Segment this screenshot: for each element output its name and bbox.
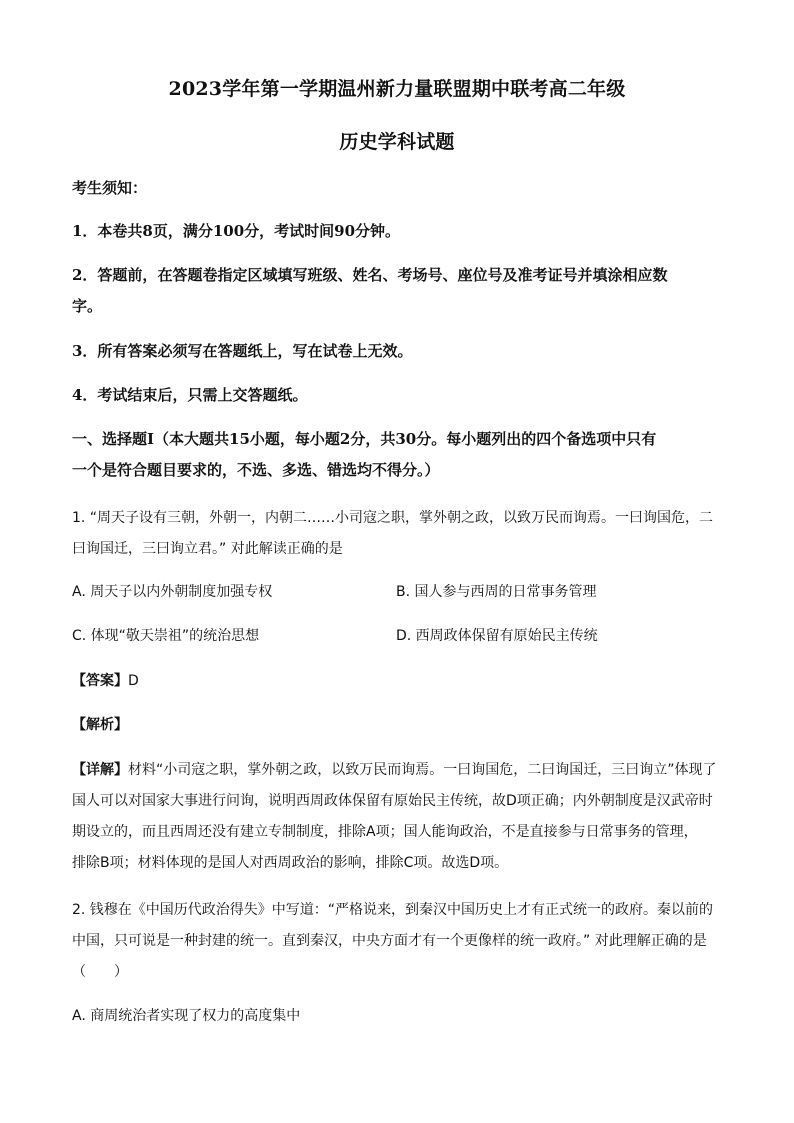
notice-item-2-line-1: 2．答题前，在答题卷指定区域填写班级、姓名、考场号、座位号及准考证号并填涂相应数 (72, 266, 668, 284)
q1-option-a: A. 周天子以内外朝制度加强专权 (72, 584, 273, 600)
notice-item-2-line-2: 字。 (72, 297, 103, 315)
detail-text-1: 材料“小司寇之职，掌外朝之政，以致万民而询焉。一曰询国危，二曰询国迁，三曰询立”体现了 (128, 762, 717, 778)
q1-option-c: C. 体现“敬天崇祖”的统治思想 (72, 628, 260, 644)
analysis-tag: 【解析】 (72, 717, 128, 733)
q1-stem-line-2: 曰询国迁，三曰询立君。” 对此解读正确的是 (72, 541, 343, 557)
section-heading-line-1: 一、选择题Ⅰ（本大题共15小题，每小题2分，共30分。每小题列出的四个备选项中只有 (72, 430, 657, 448)
exam-subtitle: 历史学科试题 (339, 131, 455, 153)
answer-tag: 【答案】 (72, 673, 128, 689)
q1-detail-line-4: 排除B项；材料体现的是国人对西周政治的影响，排除C项。故选D项。 (72, 855, 509, 871)
exam-page (72, 0, 722, 1123)
q2-stem-line-1: 2. 钱穆在《中国历代政治得失》中写道：“严格说来，到秦汉中国历史上才有正式统一的政府。秦以前的 (72, 902, 714, 918)
q1-option-d: D. 西周政体保留有原始民主传统 (396, 628, 598, 644)
q1-answer (72, 670, 722, 691)
notice-item-1: 1．本卷共8页，满分100分，考试时间90分钟。 (72, 222, 401, 240)
q1-option-b: B. 国人参与西周的日常事务管理 (396, 584, 597, 600)
q2-option-a: A. 商周统治者实现了权力的高度集中 (72, 1008, 301, 1024)
exam-title: 2023学年第一学期温州新力量联盟期中联考高二年级 (168, 78, 626, 100)
q1-detail-line-2: 国人可以对国家大事进行问询，说明西周政体保留有原始民主传统，故D项正确；内外朝制度是汉武帝时 (72, 793, 713, 809)
q1-stem-line-1: 1. “周天子设有三朝，外朝一，内朝二……小司寇之职，掌外朝之政，以致万民而询焉。一曰询国危，二 (72, 510, 714, 526)
notice-item-4: 4．考试结束后，只需上交答题纸。 (72, 386, 308, 404)
section-heading-line-2: 一个是符合题目要求的，不选、多选、错选均不得分。） (72, 461, 440, 479)
q1-detail-line-3: 期设立的，而且西周还没有建立专制制度，排除A项；国人能询政治，不是直接参与日常事务的管理， (72, 824, 698, 840)
q1-analysis (72, 714, 722, 735)
notice-heading: 考生须知： (72, 179, 148, 197)
answer-value: D (128, 673, 139, 689)
q2-stem-line-2: 中国，只可说是一种封建的统一。直到秦汉，中央方面才有一个更像样的统一政府。” 对此理解正确的是 (72, 933, 707, 949)
q2-stem-line-3: （ ） (72, 964, 128, 980)
detail-tag: 【详解】 (72, 762, 128, 778)
q1-detail-line-1 (72, 760, 722, 780)
notice-item-3: 3．所有答案必须写在答题纸上，写在试卷上无效。 (72, 342, 413, 360)
